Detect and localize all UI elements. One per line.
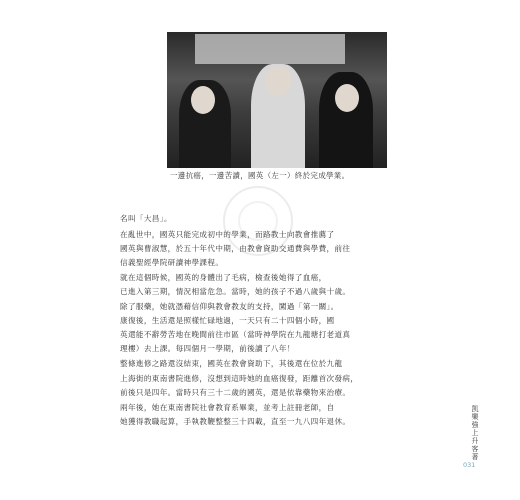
paragraph-line: 上海街的東南書院進修，沒想到這時她的血癌復發，距離首次發病， xyxy=(120,373,359,383)
paragraph-line: 就在這個時候，國英的身體出了毛病，檢查後她得了血癌， xyxy=(120,273,327,283)
paragraph-line: 她獲得教職起算，手執教鞭整整三十四載，直至一九八四年退休。 xyxy=(120,417,351,427)
paragraph-line: 兩年後，她在東南書院社會教育系畢業，並考上註冊老師，自 xyxy=(120,403,335,413)
photo-background-banner xyxy=(195,34,345,64)
paragraph-line: 整條進修之路還沒結束，國英在教會資助下，其後還在位於九龍 xyxy=(120,359,343,369)
paragraph-line: 除了服藥，她就憑藉信仰與教會教友的支持，闖過「第一關」。 xyxy=(120,301,339,311)
photo-face-left xyxy=(191,86,215,114)
page-number: 031 xyxy=(463,461,476,469)
body-text xyxy=(120,212,420,429)
paragraph-line: 信義聖經學院研讀神學課程。 xyxy=(120,257,224,267)
paragraph-line: 已進入第三期，情況相當危急。當時，她的孩子不過八歲與十歲。 xyxy=(120,287,351,297)
graduation-photo xyxy=(167,32,387,168)
photo-face-center xyxy=(265,66,291,96)
paragraph-line: 前後只是四年。當時只有三十二歲的國英，還是依靠藥物來治療。 xyxy=(120,387,351,397)
paragraph-line: 國英與曹淑慧，於五十年代中期，由教會資助交通費與學費，前往 xyxy=(120,243,351,253)
paragraph-line: 英還能不辭勞苦地在晚間前往市區（當時神學院在九龍塘打老道真 xyxy=(120,329,351,339)
photo-caption: 一邊抗癌，一邊苦讀，國英（左一）終於完成學業。 xyxy=(170,171,350,180)
paragraph-line: 在亂世中，國英只能完成初中的學業，而路教士向教會推薦了 xyxy=(120,229,335,239)
photo-face-right xyxy=(335,84,359,112)
paragraph-line: 理樓）去上課。每四個月一學期，前後讀了八年！ xyxy=(120,343,295,353)
paragraph-line: 康復後，生活還是照樣忙碌地過，一天只有二十四個小時，國 xyxy=(120,315,335,325)
running-title: 凯樂強上升客著 xyxy=(471,405,479,461)
paragraph-line: 名叫「大昌」。 xyxy=(120,214,172,223)
